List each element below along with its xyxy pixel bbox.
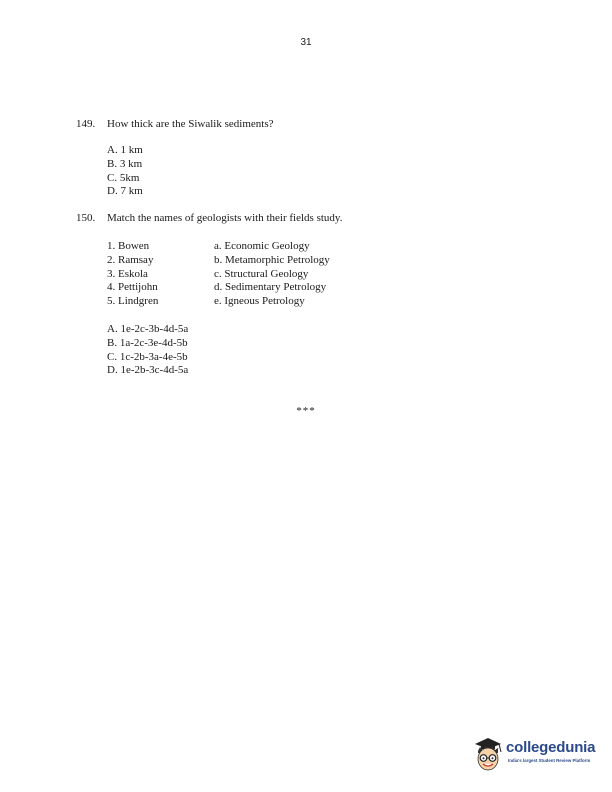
option-b: B. 1a-2c-3e-4d-5b: [107, 336, 188, 349]
option-c: C. 5km: [107, 171, 140, 184]
list-item: b. Metamorphic Petrology: [214, 253, 330, 266]
list-item: 1. Bowen: [107, 240, 150, 252]
list-item: 5. Lindgren: [107, 295, 159, 308]
question-150: [76, 212, 342, 224]
option-b: B. 3 km: [107, 157, 143, 170]
list-item: 2. Ramsay: [107, 253, 154, 266]
page-number: 31: [300, 37, 312, 48]
question-number: 149.: [76, 118, 96, 130]
list-item: d. Sedimentary Petrology: [214, 281, 327, 294]
question-149-options: [107, 144, 143, 199]
question-number: 150.: [76, 212, 96, 224]
list-item: a. Economic Geology: [214, 240, 310, 252]
logo-name: collegedunia: [506, 739, 596, 756]
option-a: A. 1e-2c-3b-4d-5a: [107, 323, 189, 335]
option-d: D. 1e-2b-3c-4d-5a: [107, 364, 189, 377]
list-item: e. Igneous Petrology: [214, 295, 305, 308]
collegedunia-logo: [471, 735, 603, 775]
question-text: Match the names of geologists with their fields study.: [107, 212, 343, 224]
geologist-list: [107, 240, 214, 309]
option-d: D. 7 km: [107, 185, 143, 198]
question-149: [76, 118, 274, 130]
list-item: 3. Eskola: [107, 267, 148, 280]
list-item: 4. Pettijohn: [107, 281, 158, 294]
logo-tagline: India's largest Student Review Platform: [508, 758, 591, 763]
question-150-options: [107, 323, 188, 378]
match-table: [107, 240, 330, 309]
list-item: c. Structural Geology: [214, 267, 309, 280]
field-list: [214, 240, 330, 309]
option-a: A. 1 km: [107, 144, 143, 156]
question-text: How thick are the Siwalik sediments?: [107, 118, 274, 130]
mascot-icon: [471, 735, 505, 775]
option-c: C. 1c-2b-3a-4e-5b: [107, 350, 188, 363]
end-marker: ***: [296, 405, 316, 417]
